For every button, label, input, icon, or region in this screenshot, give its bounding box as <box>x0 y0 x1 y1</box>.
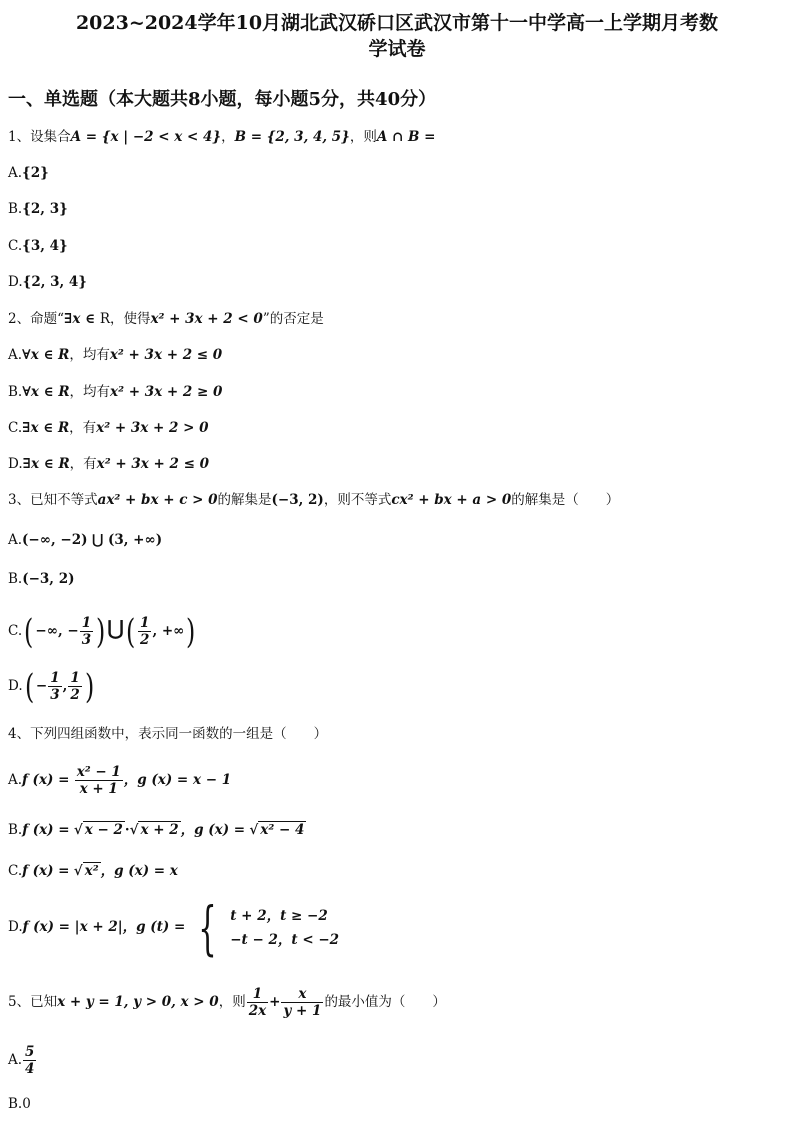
right-paren-icon: ) <box>186 611 196 652</box>
q2-option-a-quantifier: ∀x ∈ R <box>22 347 70 363</box>
q2-option-c[interactable] <box>8 418 209 438</box>
q1-ask: A ∩ B = <box>376 129 436 145</box>
q5-option-b-text: 0 <box>22 1096 31 1112</box>
q4-option-b-sqrt1: x − 2 <box>84 822 123 838</box>
q2-option-a[interactable] <box>8 345 222 365</box>
q1-option-a-label: A. <box>8 165 23 181</box>
q3-interval: (−3, 2) <box>271 492 324 508</box>
q4-option-d-case1: t + 2，t ≥ −2 <box>230 907 328 924</box>
q3-option-c-frac2 <box>138 615 151 648</box>
q2-option-a-expr: x² + 3x + 2 ≤ 0 <box>109 347 223 363</box>
q3-option-b-text: (−3, 2) <box>22 571 75 587</box>
q4-stem: 4、下列四组函数中，表示同一函数的一组是（ ） <box>8 726 328 742</box>
q2-stem-prefix: 2、命题“ <box>8 311 64 327</box>
q2-option-c-expr: x² + 3x + 2 > 0 <box>96 420 209 436</box>
q2-option-b[interactable] <box>8 382 222 402</box>
q4-option-c-g: ，g (x) = x <box>100 863 178 879</box>
q1-option-b[interactable] <box>8 199 68 219</box>
exam-title-line1: 2023~2024学年10月湖北武汉硚口区武汉市第十一中学高一上学期月考数 <box>75 12 719 34</box>
q3-option-c-frac1-den: 3 <box>81 632 92 648</box>
q2-option-c-quantifier: ∃x ∈ R <box>22 420 70 436</box>
q1-option-a-text: {2} <box>22 165 49 181</box>
q2-option-b-quantifier: ∀x ∈ R <box>22 384 70 400</box>
q3-option-c-frac1-num: 1 <box>81 615 92 631</box>
q5-stem-mid: ，则 <box>218 994 246 1010</box>
q2-stem-suffix: ”的否定是 <box>262 311 324 327</box>
q3-stem-prefix: 3、已知不等式 <box>8 492 98 508</box>
q1-option-b-text: {2, 3} <box>22 201 68 217</box>
q3-option-d-frac2 <box>68 670 81 703</box>
section-heading: 一、单选题（本大题共8小题，每小题5分，共40分） <box>8 89 437 110</box>
q2-option-c-word: ，有 <box>69 420 97 436</box>
q1-set-b: B = {2, 3, 4, 5} <box>234 129 350 145</box>
q1-option-c[interactable] <box>8 236 68 256</box>
left-paren-icon: ( <box>125 611 136 652</box>
q1-stem-suffix: ，则 <box>349 129 377 145</box>
q2-option-a-word: ，均有 <box>69 347 110 363</box>
q3-option-d-frac1 <box>48 670 61 703</box>
q4-option-a-frac-num: x² − 1 <box>76 764 121 780</box>
q3-option-a-text: (−∞, −2) ⋃ (3, +∞) <box>22 532 163 548</box>
q3-option-d-frac2-num: 1 <box>70 670 80 686</box>
q3-option-c-frac1 <box>80 615 93 648</box>
q4-option-d-g: ，g (t) = <box>122 919 186 935</box>
q1-option-d-text: {2, 3, 4} <box>22 274 87 290</box>
q5-stem-suffix: 的最小值为（ ） <box>324 994 446 1010</box>
q3-option-b-label: B. <box>8 571 23 587</box>
q5-frac2 <box>281 986 323 1019</box>
left-paren-icon: ( <box>24 666 34 707</box>
q2-stem-r: R <box>99 311 110 327</box>
q3-option-c-label: C. <box>8 623 23 639</box>
q4-option-d[interactable] <box>8 893 340 962</box>
q3-stem-mid2: ，则不等式 <box>323 492 392 508</box>
q4-option-a[interactable] <box>8 760 231 800</box>
q3-option-d[interactable] <box>8 666 96 706</box>
q4-option-a-label: A. <box>8 772 23 788</box>
q5-plus: + <box>269 994 281 1010</box>
q3-option-d-frac1-num: 1 <box>50 670 60 686</box>
q3-option-a[interactable] <box>8 530 162 550</box>
q3-stem <box>8 490 619 510</box>
left-paren-icon: ( <box>24 611 34 652</box>
q3-stem-mid1: 的解集是 <box>217 492 272 508</box>
q3-option-d-minus: − <box>35 678 48 694</box>
q3-option-d-frac2-den: 2 <box>70 687 80 703</box>
q2-stem-mid: ，使得 <box>109 311 151 327</box>
q4-option-b-f: f (x) = <box>22 822 70 838</box>
q3-option-c-right: , +∞ <box>152 623 185 639</box>
q4-option-a-g: ，g (x) = x − 1 <box>123 772 232 788</box>
q3-option-c-union: ⋃ <box>107 616 124 640</box>
left-brace-icon: { <box>198 893 218 962</box>
q5-frac1 <box>247 986 268 1019</box>
q2-option-d-label: D. <box>8 456 23 472</box>
q5-option-b-label: B. <box>8 1096 23 1112</box>
q2-option-b-word: ，均有 <box>69 384 111 400</box>
q3-option-d-frac1-den: 3 <box>50 687 60 703</box>
q3-option-c-left: −∞, − <box>35 623 79 639</box>
q5-option-a-label: A. <box>8 1052 23 1068</box>
q4-option-c-label: C. <box>8 863 23 879</box>
q2-stem-exists: ∃x ∈ <box>64 311 100 327</box>
q2-stem-expr: x² + 3x + 2 < 0 <box>150 311 263 327</box>
q2-option-d-expr: x² + 3x + 2 ≤ 0 <box>96 456 209 472</box>
q5-option-a-frac-num: 5 <box>25 1044 35 1060</box>
q1-option-d[interactable] <box>8 272 87 292</box>
q5-frac2-den: y + 1 <box>283 1003 322 1019</box>
q2-option-a-label: A. <box>8 347 23 363</box>
q3-option-b[interactable] <box>8 569 75 589</box>
q3-ineq2: cx² + bx + a > 0 <box>391 492 512 508</box>
q4-option-a-frac-den: x + 1 <box>79 781 118 797</box>
q2-option-b-label: B. <box>8 384 23 400</box>
q1-stem <box>8 127 435 147</box>
q3-ineq1: ax² + bx + c > 0 <box>97 492 218 508</box>
q1-option-b-label: B. <box>8 201 23 217</box>
q3-option-c-frac2-num: 1 <box>140 615 150 631</box>
q5-option-b[interactable] <box>8 1094 31 1114</box>
exam-title <box>0 10 794 62</box>
q4-option-c-sqrt: x² <box>84 863 99 879</box>
q4-option-d-cases <box>230 904 339 952</box>
q1-option-c-text: {3, 4} <box>22 238 68 254</box>
q5-option-a[interactable] <box>8 1040 37 1080</box>
q3-option-d-label: D. <box>8 678 23 694</box>
q5-stem-prefix: 5、已知 <box>8 994 58 1010</box>
radical-icon: √ <box>73 822 83 838</box>
q1-option-c-label: C. <box>8 238 23 254</box>
q5-stem <box>8 982 446 1022</box>
q5-option-a-frac-den: 4 <box>25 1061 35 1077</box>
q4-option-d-label: D. <box>8 919 23 935</box>
q3-option-a-label: A. <box>8 532 23 548</box>
q4-option-d-f: f (x) = |x + 2| <box>22 919 123 935</box>
q4-option-b-sqrt3: x² − 4 <box>260 822 305 838</box>
q1-comma: ， <box>221 129 235 145</box>
q2-option-d-word: ，有 <box>69 456 97 472</box>
q4-option-b-g: ，g (x) = <box>180 822 246 838</box>
q4-option-b-label: B. <box>8 822 23 838</box>
radical-icon: √ <box>129 822 139 838</box>
q2-option-b-expr: x² + 3x + 2 ≥ 0 <box>110 384 223 400</box>
q2-option-c-label: C. <box>8 420 23 436</box>
q1-option-d-label: D. <box>8 274 23 290</box>
q2-option-d[interactable] <box>8 454 209 474</box>
q4-option-d-case2: −t − 2，t < −2 <box>230 931 340 948</box>
q4-option-b[interactable] <box>8 820 306 840</box>
q3-option-c[interactable] <box>8 608 198 651</box>
radical-icon: √ <box>73 863 83 879</box>
q4-option-c[interactable] <box>8 861 178 881</box>
right-paren-icon: ) <box>84 666 95 707</box>
q3-stem-suffix: 的解集是（ ） <box>511 492 620 508</box>
q5-frac1-num: 1 <box>247 986 268 1003</box>
q3-option-d-comma: , <box>62 678 68 694</box>
q5-cond: x + y = 1, y > 0, x > 0 <box>57 994 219 1010</box>
q2-stem <box>8 309 324 329</box>
q5-frac1-den: 2x <box>248 1003 267 1019</box>
q5-option-a-frac <box>23 1044 36 1077</box>
q4-option-a-frac <box>75 764 123 797</box>
q4-option-b-sqrt2: x + 2 <box>140 822 179 838</box>
q1-option-a[interactable] <box>8 163 49 183</box>
q1-set-a: A = {x | −2 < x < 4} <box>70 129 222 145</box>
q2-option-d-quantifier: ∃x ∈ R <box>22 456 70 472</box>
q1-stem-prefix: 1、设集合 <box>8 129 71 145</box>
q4-option-a-f: f (x) = <box>22 772 70 788</box>
right-paren-icon: ) <box>96 611 106 652</box>
q4-option-b-dot: · <box>124 822 130 838</box>
q3-option-c-frac2-den: 2 <box>140 632 150 648</box>
radical-icon: √ <box>249 822 259 838</box>
exam-title-line2: 学试卷 <box>368 38 426 60</box>
q4-option-c-f: f (x) = <box>22 863 70 879</box>
q5-frac2-num: x <box>281 986 323 1003</box>
